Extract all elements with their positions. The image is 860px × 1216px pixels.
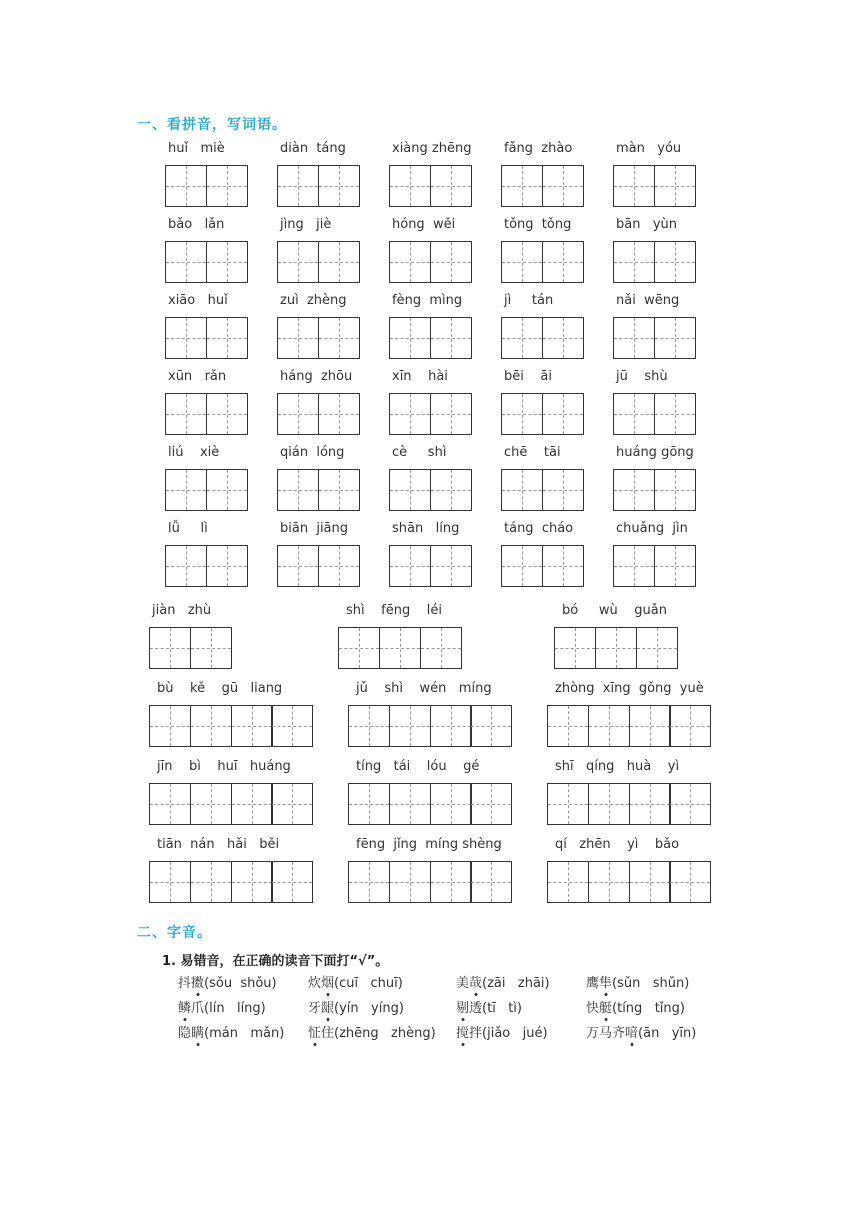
tianzige-cell[interactable] [547,861,589,903]
writing-grid [613,469,696,511]
writing-grid [165,317,248,359]
tianzige-cell[interactable] [206,165,248,207]
tianzige-cell[interactable] [231,861,273,903]
tianzige-cell[interactable] [501,469,543,511]
pinyin-label: diàn táng [280,141,346,156]
pronunciation-item [308,1022,436,1041]
marked-character: 隼 [599,976,613,991]
marked-character: 擞 [191,976,205,991]
tianzige-cell[interactable] [430,783,472,825]
section2-title: 二、字音。 [137,925,212,941]
tianzige-cell[interactable] [430,317,472,359]
tianzige-cell[interactable] [190,861,232,903]
tianzige-cell[interactable] [430,469,472,511]
pinyin-label: bǎo lǎn [168,217,225,232]
pinyin-label: tíng tái lóu gé [356,759,480,774]
tianzige-cell[interactable] [501,545,543,587]
word-suffix: 住 [321,1026,335,1041]
writing-grid [149,705,313,747]
writing-grid [613,165,696,207]
writing-grid [277,393,360,435]
tianzige-cell[interactable] [277,545,319,587]
pinyin-label: màn yóu [616,141,682,156]
pinyin-label: xūn rǎn [168,369,227,384]
word-prefix: 快 [586,1001,600,1016]
pinyin-options[interactable]: (jiǎo jué) [482,1026,548,1041]
writing-grid [277,545,360,587]
tianzige-cell[interactable] [654,241,696,283]
marked-character: 龈 [321,1001,335,1016]
section1-title: 一、看拼音，写词语。 [137,117,287,133]
tianzige-cell[interactable] [595,627,637,669]
pinyin-label: jiàn zhù [152,603,212,618]
tianzige-cell[interactable] [206,317,248,359]
tianzige-cell[interactable] [318,165,360,207]
marked-character: 怔 [308,1026,322,1041]
pinyin-label: zhòng xīng gǒng yuè [555,681,704,696]
tianzige-cell[interactable] [542,241,584,283]
word-item [389,141,472,207]
pinyin-options[interactable]: (mán mǎn) [204,1026,285,1041]
pinyin-label: jū shù [616,369,668,384]
tianzige-cell[interactable] [348,861,390,903]
tianzige-cell[interactable] [501,165,543,207]
tianzige-cell[interactable] [542,317,584,359]
tianzige-cell[interactable] [149,783,191,825]
word-item [149,759,313,825]
tianzige-cell[interactable] [165,241,207,283]
pinyin-label: biān jiāng [280,521,349,536]
pinyin-label: fǎng zhào [504,141,573,156]
pinyin-label: jì tán [504,293,554,308]
tianzige-cell[interactable] [271,783,313,825]
tianzige-cell[interactable] [669,783,711,825]
pinyin-label: bēi āi [504,369,552,384]
pinyin-label: lǚ lì [168,521,208,536]
tianzige-cell[interactable] [389,861,431,903]
tianzige-cell[interactable] [389,783,431,825]
word-item [501,293,584,359]
writing-grid [348,861,512,903]
writing-grid [338,627,462,669]
word-suffix: 拌 [469,1026,483,1041]
pinyin-label: táng cháo [504,521,574,536]
pronunciation-item [586,997,685,1016]
word-item [389,521,472,587]
tianzige-cell[interactable] [613,545,655,587]
marked-character: 喑 [625,1026,639,1041]
word-item [165,217,248,283]
word-item [389,293,472,359]
tianzige-cell[interactable] [277,393,319,435]
tianzige-cell[interactable] [271,705,313,747]
tianzige-cell[interactable] [430,393,472,435]
marked-character: 瞒 [191,1026,205,1041]
writing-grid [547,861,711,903]
writing-grid [389,469,472,511]
tianzige-cell[interactable] [190,627,232,669]
tianzige-cell[interactable] [613,165,655,207]
pronunciation-item [308,997,404,1016]
pinyin-label: huáng gōng [616,445,694,460]
pinyin-label: tǒng tǒng [504,217,572,232]
tianzige-cell[interactable] [613,393,655,435]
tianzige-cell[interactable] [389,469,431,511]
writing-grid [389,241,472,283]
word-suffix: 爪 [191,1001,205,1016]
writing-grid [165,545,248,587]
tianzige-cell[interactable] [547,783,589,825]
word-prefix: 牙 [308,1001,322,1016]
tianzige-cell[interactable] [206,241,248,283]
tianzige-cell[interactable] [654,393,696,435]
tianzige-cell[interactable] [277,469,319,511]
tianzige-cell[interactable] [149,861,191,903]
writing-grid [165,241,248,283]
writing-grid [613,317,696,359]
word-suffix: 透 [469,1001,483,1016]
writing-grid [389,317,472,359]
writing-grid [501,241,584,283]
tianzige-cell[interactable] [501,393,543,435]
word-item [277,521,360,587]
tianzige-cell[interactable] [165,469,207,511]
writing-grid [554,627,678,669]
word-item [277,141,360,207]
tianzige-cell[interactable] [389,165,431,207]
word-item [165,293,248,359]
pinyin-label: liú xiè [168,445,220,460]
writing-grid [501,317,584,359]
word-item [165,141,248,207]
writing-grid [277,165,360,207]
pinyin-label: jìng jiè [280,217,332,232]
word-prefix: 美 [456,976,470,991]
tianzige-cell[interactable] [501,241,543,283]
tianzige-cell[interactable] [542,393,584,435]
tianzige-cell[interactable] [470,861,512,903]
word-item [165,369,248,435]
tianzige-cell[interactable] [206,393,248,435]
pinyin-label: chuǎng jìn [616,521,688,536]
writing-grid [348,783,512,825]
pinyin-options[interactable]: (sǒu shǒu) [204,976,277,991]
tianzige-cell[interactable] [669,861,711,903]
word-item [277,369,360,435]
word-item [554,603,678,669]
writing-grid [389,165,472,207]
word-item [613,217,696,283]
pronunciation-item [586,972,689,991]
tianzige-cell[interactable] [613,241,655,283]
tianzige-cell[interactable] [629,705,671,747]
tianzige-cell[interactable] [271,861,313,903]
pinyin-label: fèng mìng [392,293,463,308]
tianzige-cell[interactable] [277,317,319,359]
tianzige-cell[interactable] [231,783,273,825]
tianzige-cell[interactable] [165,317,207,359]
word-prefix: 隐 [178,1026,192,1041]
tianzige-cell[interactable] [629,861,671,903]
pinyin-label: jīn bì huī huáng [157,759,291,774]
pronunciation-item [456,972,550,991]
pinyin-options[interactable]: (lín líng) [204,1001,266,1016]
word-item [613,521,696,587]
word-item [165,521,248,587]
tianzige-cell[interactable] [430,165,472,207]
tianzige-cell[interactable] [389,705,431,747]
word-item [389,217,472,283]
word-item [613,445,696,511]
tianzige-cell[interactable] [420,627,462,669]
writing-grid [613,393,696,435]
pinyin-options[interactable]: (sǔn shǔn) [612,976,690,991]
pinyin-label: bù kě gū liang [157,681,283,696]
tianzige-cell[interactable] [389,241,431,283]
pinyin-label: cè shì [392,445,447,460]
tianzige-cell[interactable] [318,241,360,283]
pinyin-options[interactable]: (tī tì) [482,1001,522,1016]
tianzige-cell[interactable] [190,783,232,825]
word-item [501,217,584,283]
pinyin-options[interactable]: (ān yīn) [638,1026,697,1041]
word-item [501,445,584,511]
pronunciation-item [178,1022,284,1041]
writing-grid [348,705,512,747]
tianzige-cell[interactable] [318,393,360,435]
pinyin-label: chē tāi [504,445,561,460]
pinyin-options[interactable]: (yín yíng) [334,1001,404,1016]
tianzige-cell[interactable] [430,545,472,587]
pinyin-label: jǔ shì wén míng [356,681,492,696]
tianzige-cell[interactable] [190,705,232,747]
marked-character: 鳞 [178,1001,192,1016]
tianzige-cell[interactable] [554,627,596,669]
pinyin-label: shī qíng huà yì [555,759,680,774]
tianzige-cell[interactable] [542,469,584,511]
word-item [348,681,512,747]
word-prefix: 炊 [308,976,322,991]
writing-grid [149,627,232,669]
writing-grid [165,165,248,207]
writing-grid [501,165,584,207]
word-prefix: 万马齐 [586,1026,626,1041]
tianzige-cell[interactable] [165,545,207,587]
tianzige-cell[interactable] [149,627,191,669]
pinyin-label: qián lóng [280,445,345,460]
writing-grid [501,545,584,587]
pronunciation-item [586,1022,696,1041]
marked-character: 搅 [456,1026,470,1041]
tianzige-cell[interactable] [588,705,630,747]
tianzige-cell[interactable] [547,705,589,747]
word-prefix: 抖 [178,976,192,991]
writing-grid [165,469,248,511]
writing-grid [165,393,248,435]
pinyin-label: xiāo huǐ [168,293,228,308]
writing-grid [389,393,472,435]
writing-grid [277,241,360,283]
marked-character: 哉 [469,976,483,991]
pinyin-label: fēng jǐng míng shèng [356,837,502,852]
pinyin-label: xīn hài [392,369,448,384]
tianzige-cell[interactable] [165,393,207,435]
word-item [149,603,232,669]
writing-grid [277,317,360,359]
tianzige-cell[interactable] [636,627,678,669]
writing-grid [149,783,313,825]
pinyin-label: xiàng zhēng [392,141,472,156]
writing-grid [277,469,360,511]
word-item [501,141,584,207]
tianzige-cell[interactable] [389,317,431,359]
marked-character: 艇 [599,1001,613,1016]
word-item [547,759,711,825]
tianzige-cell[interactable] [206,545,248,587]
word-item [613,369,696,435]
tianzige-cell[interactable] [613,469,655,511]
pronunciation-item [178,972,277,991]
tianzige-cell[interactable] [318,469,360,511]
tianzige-cell[interactable] [669,705,711,747]
tianzige-cell[interactable] [629,783,671,825]
word-item [348,759,512,825]
tianzige-cell[interactable] [654,545,696,587]
writing-grid [501,393,584,435]
pinyin-label: hóng wěi [392,217,456,232]
tianzige-cell[interactable] [654,469,696,511]
pinyin-label: bān yùn [616,217,678,232]
tianzige-cell[interactable] [206,469,248,511]
tianzige-cell[interactable] [318,545,360,587]
pinyin-label: zuì zhèng [280,293,347,308]
pronunciation-item [308,972,403,991]
pronunciation-item [178,997,266,1016]
tianzige-cell[interactable] [470,705,512,747]
word-item [149,681,313,747]
word-item [348,837,512,903]
tianzige-cell[interactable] [588,783,630,825]
tianzige-cell[interactable] [231,705,273,747]
tianzige-cell[interactable] [318,317,360,359]
marked-character: 烟 [321,976,335,991]
writing-grid [149,861,313,903]
writing-grid [389,545,472,587]
word-item [547,681,711,747]
word-item [613,293,696,359]
word-item [389,369,472,435]
pinyin-label: nǎi wēng [616,293,680,308]
tianzige-cell[interactable] [430,241,472,283]
word-item [277,445,360,511]
marked-character: 剔 [456,1001,470,1016]
pinyin-options[interactable]: (tíng tǐng) [612,1001,685,1016]
writing-grid [613,545,696,587]
tianzige-cell[interactable] [542,165,584,207]
section2-subtitle: 1. 易错音，在正确的读音下面打“√”。 [162,954,389,969]
tianzige-cell[interactable] [542,545,584,587]
writing-grid [547,783,711,825]
tianzige-cell[interactable] [430,705,472,747]
tianzige-cell[interactable] [654,165,696,207]
writing-grid [613,241,696,283]
pinyin-options[interactable]: (cuī chuī) [334,976,403,991]
pinyin-label: tiān nán hǎi běi [157,837,280,852]
tianzige-cell[interactable] [277,165,319,207]
tianzige-cell[interactable] [277,241,319,283]
tianzige-cell[interactable] [348,783,390,825]
writing-grid [547,705,711,747]
word-item [165,445,248,511]
pinyin-label: bó wù guǎn [562,603,667,618]
tianzige-cell[interactable] [149,705,191,747]
tianzige-cell[interactable] [348,705,390,747]
word-prefix: 鹰 [586,976,600,991]
pinyin-label: shān líng [392,521,460,536]
writing-grid [501,469,584,511]
tianzige-cell[interactable] [613,317,655,359]
pinyin-options[interactable]: (zhēng zhèng) [334,1026,436,1041]
pinyin-label: huǐ miè [168,141,225,156]
word-item [501,369,584,435]
tianzige-cell[interactable] [165,165,207,207]
word-item [149,837,313,903]
tianzige-cell[interactable] [338,627,380,669]
pinyin-label: shì fēng léi [346,603,442,618]
word-item [501,521,584,587]
pinyin-label: háng zhōu [280,369,353,384]
tianzige-cell[interactable] [389,393,431,435]
tianzige-cell[interactable] [501,317,543,359]
tianzige-cell[interactable] [470,783,512,825]
pinyin-options[interactable]: (zāi zhāi) [482,976,550,991]
tianzige-cell[interactable] [588,861,630,903]
word-item [277,293,360,359]
tianzige-cell[interactable] [389,545,431,587]
word-item [277,217,360,283]
pinyin-label: qí zhēn yì bǎo [555,837,680,852]
tianzige-cell[interactable] [379,627,421,669]
word-item [547,837,711,903]
tianzige-cell[interactable] [654,317,696,359]
tianzige-cell[interactable] [430,861,472,903]
pronunciation-item [456,997,522,1016]
pronunciation-item [456,1022,548,1041]
word-item [338,603,462,669]
word-item [613,141,696,207]
word-item [389,445,472,511]
